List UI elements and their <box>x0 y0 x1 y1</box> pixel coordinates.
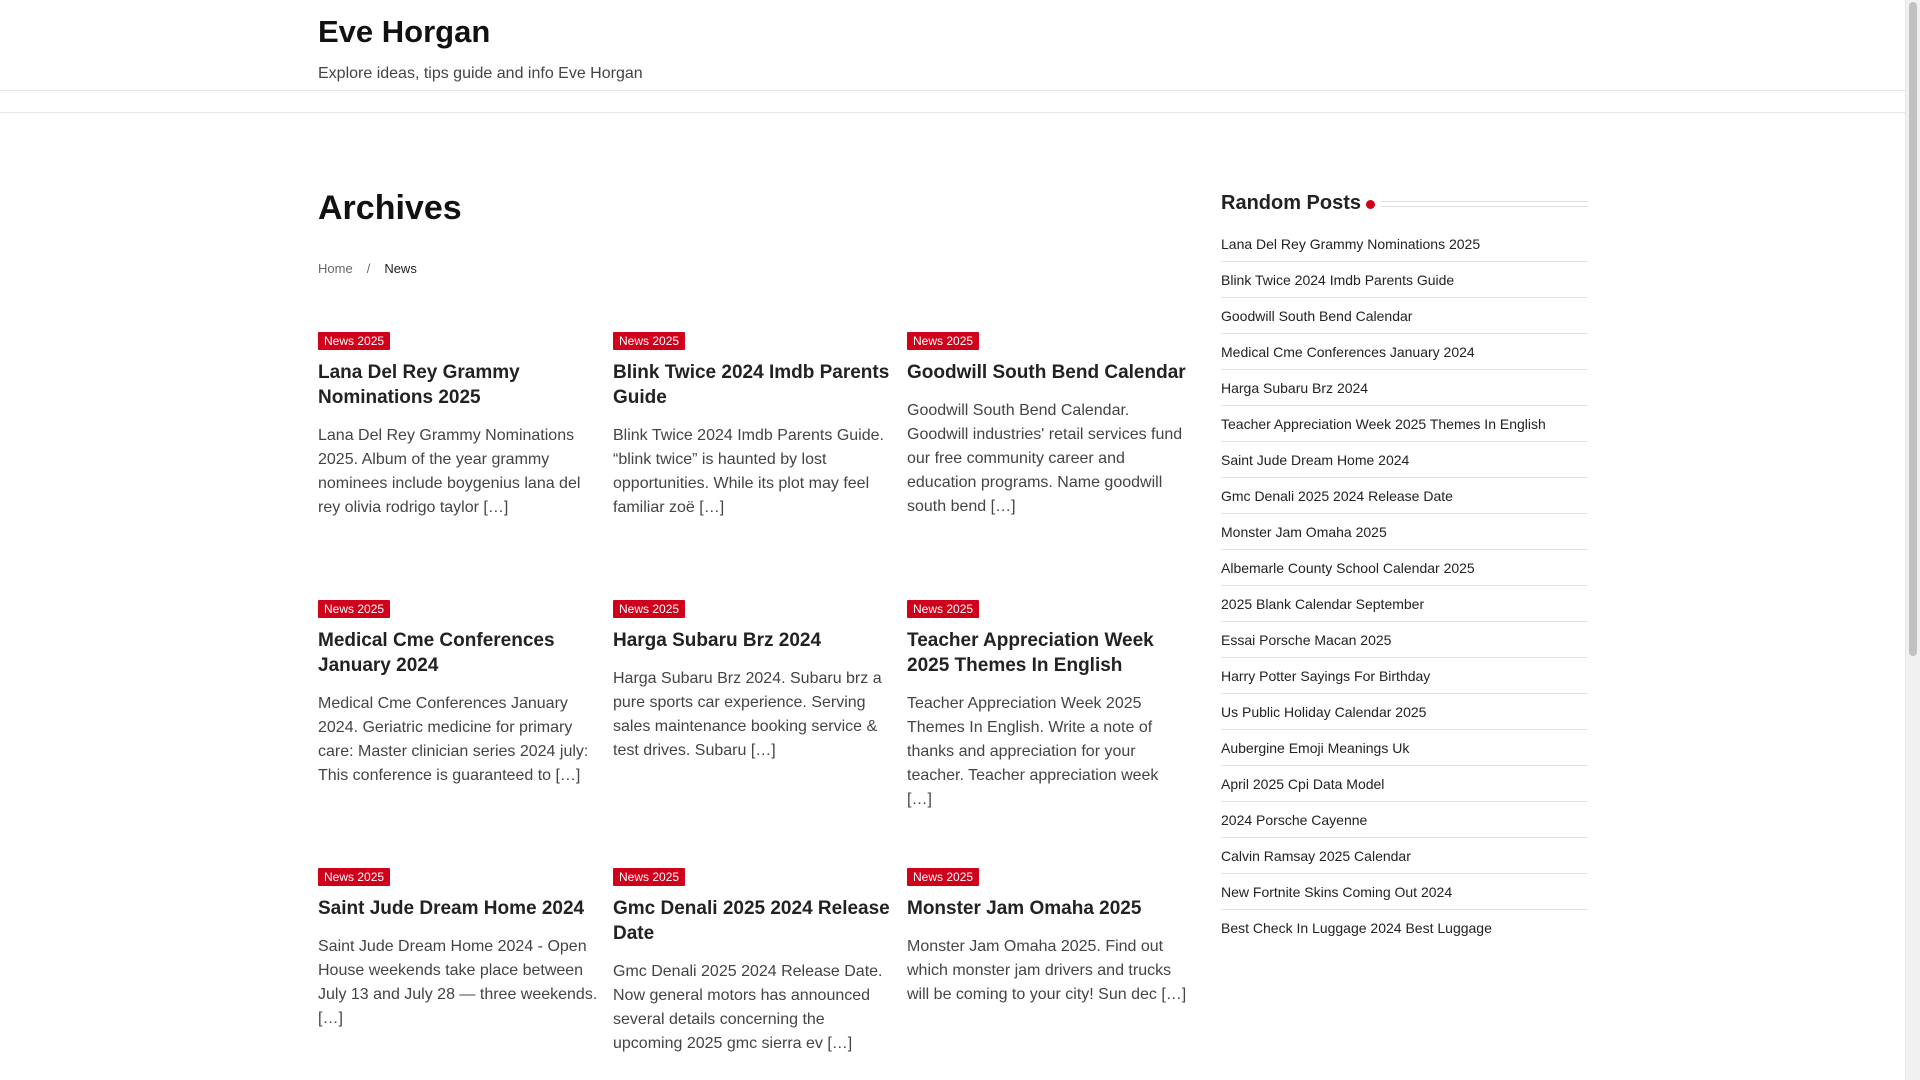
post-excerpt: Lana Del Rey Grammy Nominations 2025. Album of the year grammy nominees include boygenius lana del rey olivia rodrigo taylor […] <box>318 427 581 516</box>
post-card <box>613 600 893 763</box>
site-title-link[interactable]: Eve Horgan <box>318 14 491 49</box>
vertical-scrollbar[interactable] <box>1905 0 1920 1080</box>
category-badge[interactable]: News 2025 <box>907 332 979 350</box>
post-title-link[interactable]: Teacher Appreciation Week 2025 Themes In English <box>907 630 1154 676</box>
category-badge[interactable]: News 2025 <box>318 332 390 350</box>
post-card <box>318 868 598 1031</box>
random-post-link[interactable]: Calvin Ramsay 2025 Calendar <box>1221 838 1588 874</box>
post-card <box>613 332 893 520</box>
category-badge[interactable]: News 2025 <box>613 332 685 350</box>
post-card <box>907 332 1187 519</box>
post-excerpt: Goodwill South Bend Calendar. Goodwill industries' retail services fund our free community career and education programs. Name goodwill south bend […] <box>907 402 1183 515</box>
random-post-link[interactable]: April 2025 Cpi Data Model <box>1221 766 1588 802</box>
random-post-link[interactable]: Goodwill South Bend Calendar <box>1221 298 1588 334</box>
widget-accent-dot <box>1366 200 1375 209</box>
category-badge[interactable]: News 2025 <box>613 868 685 886</box>
post-title-link[interactable]: Saint Jude Dream Home 2024 <box>318 898 585 919</box>
scrollbar-thumb[interactable] <box>1909 2 1917 656</box>
random-post-link[interactable]: Medical Cme Conferences January 2024 <box>1221 334 1588 370</box>
random-post-link[interactable]: Harga Subaru Brz 2024 <box>1221 370 1588 406</box>
random-post-link[interactable]: New Fortnite Skins Coming Out 2024 <box>1221 874 1588 910</box>
page-title: Archives <box>318 189 462 227</box>
widget-header <box>1221 190 1588 216</box>
random-post-link[interactable]: Blink Twice 2024 Imdb Parents Guide <box>1221 262 1588 298</box>
random-post-link[interactable]: Saint Jude Dream Home 2024 <box>1221 442 1588 478</box>
nav-bar <box>0 91 1905 113</box>
random-post-link[interactable]: Monster Jam Omaha 2025 <box>1221 514 1588 550</box>
post-excerpt: Teacher Appreciation Week 2025 Themes In English. Write a note of thanks and appreciation for your teacher. Teacher appreciation week […] <box>907 695 1159 808</box>
post-excerpt: Harga Subaru Brz 2024. Subaru brz a pure sports car experience. Serving sales maintenance booking service & test drives. Subaru […] <box>613 670 882 759</box>
site-header <box>0 0 1905 91</box>
post-card <box>613 868 893 1056</box>
random-post-link[interactable]: Gmc Denali 2025 2024 Release Date <box>1221 478 1588 514</box>
category-badge[interactable]: News 2025 <box>318 868 390 886</box>
post-card <box>318 332 598 520</box>
random-post-link[interactable]: 2025 Blank Calendar September <box>1221 586 1588 622</box>
post-card <box>318 600 598 788</box>
post-excerpt: Monster Jam Omaha 2025. Find out which monster jam drivers and trucks will be coming to your city! Sun dec […] <box>907 938 1187 1003</box>
random-post-link[interactable]: Lana Del Rey Grammy Nominations 2025 <box>1221 226 1588 262</box>
post-title-link[interactable]: Gmc Denali 2025 2024 Release Date <box>613 898 890 944</box>
random-post-link[interactable]: Essai Porsche Macan 2025 <box>1221 622 1588 658</box>
random-post-link[interactable]: Aubergine Emoji Meanings Uk <box>1221 730 1588 766</box>
post-title-link[interactable]: Lana Del Rey Grammy Nominations 2025 <box>318 362 520 408</box>
post-excerpt: Blink Twice 2024 Imdb Parents Guide. “blink twice” is haunted by lost opportunities. While its plot may feel familiar zoë […] <box>613 427 884 516</box>
widget-divider <box>1381 201 1588 207</box>
main-content <box>318 188 1198 1052</box>
post-excerpt: Gmc Denali 2025 2024 Release Date. Now general motors has announced several details concerning the upcoming 2025 gmc sierra ev […] <box>613 963 883 1052</box>
random-posts-list <box>1221 226 1588 946</box>
breadcrumb-home-link[interactable]: Home <box>318 261 353 276</box>
post-title-link[interactable]: Medical Cme Conferences January 2024 <box>318 630 555 676</box>
category-badge[interactable]: News 2025 <box>907 868 979 886</box>
post-title-link[interactable]: Blink Twice 2024 Imdb Parents Guide <box>613 362 890 408</box>
site-branding <box>318 14 643 84</box>
random-post-link[interactable]: 2024 Porsche Cayenne <box>1221 802 1588 838</box>
random-post-link[interactable]: Albemarle County School Calendar 2025 <box>1221 550 1588 586</box>
category-badge[interactable]: News 2025 <box>318 600 390 618</box>
post-card <box>907 600 1187 812</box>
post-excerpt: Saint Jude Dream Home 2024 - Open House weekends take place between July 13 and July 28 — three weekends. […] <box>318 938 598 1027</box>
widget-title: Random Posts <box>1221 190 1373 216</box>
breadcrumb-separator: / <box>366 261 371 276</box>
random-post-link[interactable]: Harry Potter Sayings For Birthday <box>1221 658 1588 694</box>
category-badge[interactable]: News 2025 <box>613 600 685 618</box>
site-description: Explore ideas, tips guide and info Eve Horgan <box>318 65 643 82</box>
random-post-link[interactable]: Best Check In Luggage 2024 Best Luggage <box>1221 920 1492 936</box>
random-post-link[interactable]: Us Public Holiday Calendar 2025 <box>1221 694 1588 730</box>
post-title-link[interactable]: Monster Jam Omaha 2025 <box>907 898 1142 919</box>
post-card <box>907 868 1187 1007</box>
category-badge[interactable]: News 2025 <box>907 600 979 618</box>
random-post-link[interactable]: Teacher Appreciation Week 2025 Themes In English <box>1221 406 1588 442</box>
breadcrumb <box>318 261 1198 277</box>
post-excerpt: Medical Cme Conferences January 2024. Geriatric medicine for primary care: Master clinician series 2024 july: This conference is guaranteed to […] <box>318 695 589 784</box>
sidebar <box>1221 190 1588 946</box>
breadcrumb-current: News <box>384 261 417 276</box>
post-title-link[interactable]: Harga Subaru Brz 2024 <box>613 630 822 651</box>
post-title-link[interactable]: Goodwill South Bend Calendar <box>907 362 1186 383</box>
